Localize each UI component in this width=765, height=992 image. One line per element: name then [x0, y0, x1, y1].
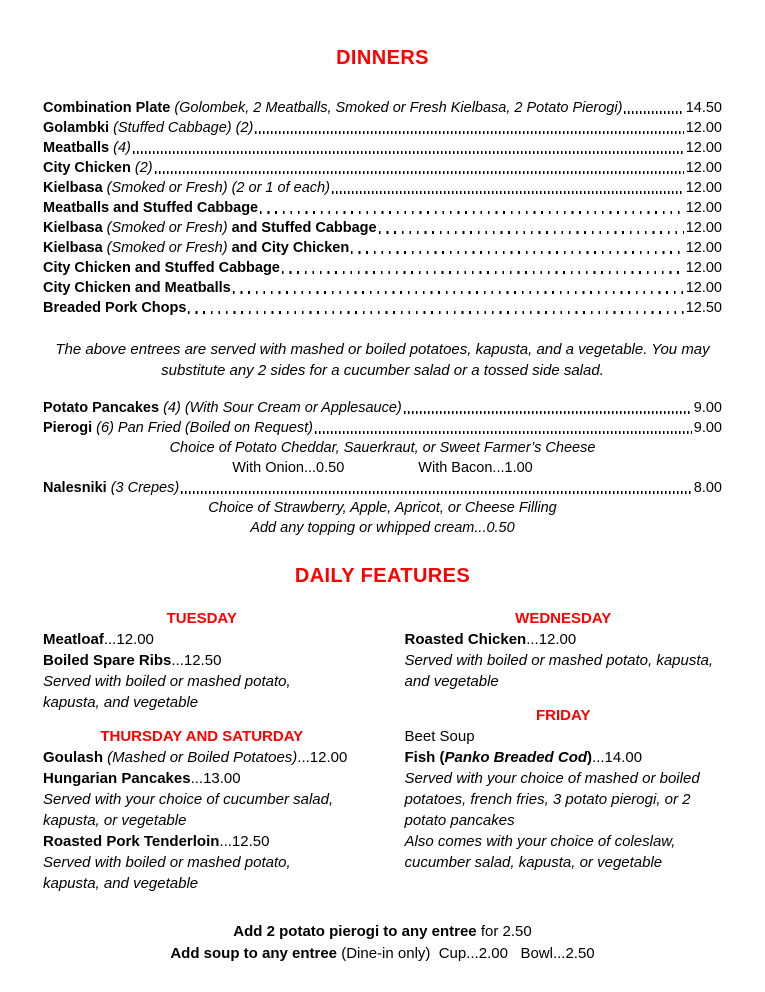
- menu-item-row: [43, 258, 722, 278]
- note-line: substitute any 2 sides for a cucumber salad or a tossed side salad.: [161, 362, 604, 379]
- item-name: [43, 298, 186, 318]
- day-title: FRIDAY: [536, 707, 591, 724]
- item-price: 9.00: [693, 400, 722, 416]
- feature-line: [405, 768, 723, 789]
- item-name: [43, 238, 349, 258]
- daily-features-title: DAILY FEATURES: [294, 565, 471, 587]
- pierogi-filling-choice: Choice of Potato Cheddar, Sauerkraut, or Sweet Farmer’s Cheese: [169, 440, 596, 456]
- text-segment: kapusta, and vegetable: [43, 694, 199, 711]
- text-segment: cucumber salad, kapusta, or vegetable: [404, 854, 663, 871]
- text-segment: kapusta, or vegetable: [43, 812, 187, 829]
- item-price: 12.00: [685, 280, 722, 296]
- feature-line: [43, 810, 361, 831]
- feature-line: [43, 789, 361, 810]
- text-segment: Combination Plate: [43, 100, 171, 116]
- text-segment: Also comes with your choice of coleslaw,: [404, 833, 676, 850]
- item-name: [43, 158, 153, 178]
- text-segment: ...12.50: [219, 833, 270, 850]
- feature-line: [43, 747, 361, 768]
- menu-item-row: [43, 298, 722, 318]
- day-block: [43, 727, 361, 894]
- feature-line: [405, 671, 723, 692]
- text-segment: Fish (: [404, 749, 445, 766]
- text-segment: Served with boiled or mashed potato,: [43, 673, 291, 690]
- text-segment: Breaded Pork Chops: [43, 300, 187, 316]
- dotted-leader: [315, 431, 692, 434]
- item-name: [43, 478, 179, 498]
- item-name: [43, 278, 231, 298]
- text-segment: (Smoked or Fresh) (2 or 1 of each): [102, 180, 330, 196]
- day-title: THURSDAY AND SATURDAY: [100, 728, 304, 745]
- item-price: 12.50: [685, 300, 722, 316]
- footer-notes: [43, 921, 722, 965]
- menu-item-row: [43, 138, 722, 158]
- text-segment: and Stuffed Cabbage: [227, 220, 377, 236]
- feature-line: [405, 831, 723, 852]
- text-segment: (Smoked or Fresh): [102, 240, 228, 256]
- item-price: 12.00: [685, 240, 722, 256]
- text-segment: Pierogi: [43, 420, 93, 436]
- dotted-leader: [260, 211, 684, 214]
- text-segment: Boiled Spare Ribs: [43, 652, 172, 669]
- text-segment: ...13.00: [190, 770, 241, 787]
- menu-item-row: [43, 198, 722, 218]
- text-segment: ): [587, 749, 593, 766]
- item-name: [43, 98, 622, 118]
- nalesniki-topping-note: Add any topping or whipped cream...0.50: [250, 520, 515, 536]
- text-segment: Potato Pancakes: [43, 400, 160, 416]
- day-title: TUESDAY: [166, 610, 237, 627]
- menu-item-row: [43, 278, 722, 298]
- text-segment: Served with your choice of mashed or boiled: [404, 770, 700, 787]
- feature-line: [405, 789, 723, 810]
- dinners-list: [43, 98, 722, 318]
- text-segment: (6) Pan Fried (Boiled on Request): [92, 420, 313, 436]
- text-segment: for 2.50: [476, 923, 532, 940]
- daily-features-columns: [43, 609, 722, 908]
- day-block: [405, 706, 723, 873]
- menu-item-row: [43, 238, 722, 258]
- text-segment: ...14.00: [592, 749, 643, 766]
- text-segment: Add soup to any entree: [170, 945, 338, 962]
- item-price: 12.00: [685, 220, 722, 236]
- menu-item-row: [43, 98, 722, 118]
- text-segment: potato pancakes: [404, 812, 515, 829]
- item-name: [43, 398, 402, 418]
- feature-line: [405, 810, 723, 831]
- entree-sides-note: [43, 339, 722, 381]
- dotted-leader: [332, 191, 684, 194]
- dotted-leader: [255, 131, 683, 134]
- text-segment: ...12.50: [171, 652, 222, 669]
- day-title: WEDNESDAY: [515, 610, 612, 627]
- dotted-leader: [282, 271, 684, 274]
- text-segment: Nalesniki: [43, 480, 107, 496]
- text-segment: (2): [130, 160, 153, 176]
- feature-line: [43, 852, 361, 873]
- text-segment: Served with your choice of cucumber salad,: [43, 791, 334, 808]
- text-segment: (3 Crepes): [106, 480, 180, 496]
- text-segment: potatoes, french fries, 3 potato pierogi, or 2: [404, 791, 691, 808]
- dotted-leader: [188, 311, 683, 314]
- text-segment: City Chicken and Stuffed Cabbage: [43, 260, 280, 276]
- item-name: [43, 178, 330, 198]
- feature-line: [405, 747, 723, 768]
- item-price: 12.00: [685, 120, 722, 136]
- pierogi-addons: [43, 458, 722, 478]
- feature-line: [43, 629, 361, 650]
- menu-item-row: [43, 118, 722, 138]
- text-segment: (Mashed or Boiled Potatoes): [103, 749, 298, 766]
- item-price: 12.00: [685, 160, 722, 176]
- text-segment: (Smoked or Fresh): [102, 220, 228, 236]
- item-price: 8.00: [693, 480, 722, 496]
- text-segment: Kielbasa: [43, 240, 103, 256]
- day-block: [43, 609, 361, 713]
- with-onion-price: With Onion...0.50: [232, 460, 345, 476]
- feature-line: [43, 692, 361, 713]
- dotted-leader: [181, 491, 692, 494]
- item-name: [43, 138, 131, 158]
- feature-line: [405, 852, 723, 873]
- item-price: 12.00: [685, 200, 722, 216]
- item-price: 12.00: [685, 180, 722, 196]
- item-price: 14.50: [685, 100, 722, 116]
- text-segment: (Golombek, 2 Meatballs, Smoked or Fresh Kielbasa, 2 Potato Pierogi): [170, 100, 623, 116]
- text-segment: Kielbasa: [43, 180, 103, 196]
- dotted-leader: [233, 291, 684, 294]
- text-segment: ...12.00: [297, 749, 348, 766]
- text-segment: Kielbasa: [43, 220, 103, 236]
- dinners-title: DINNERS: [336, 47, 429, 69]
- item-price: 12.00: [685, 260, 722, 276]
- nalesniki-filling-choice: Choice of Strawberry, Apple, Apricot, or Cheese Filling: [208, 500, 557, 516]
- feature-column: [43, 609, 361, 908]
- text-segment: (Dine-in only) Cup...2.00 Bowl...2.50: [337, 945, 595, 962]
- text-segment: Add 2 potato pierogi to any entree: [233, 923, 477, 940]
- item-name: [43, 218, 377, 238]
- item-name: [43, 118, 253, 138]
- feature-line: [43, 650, 361, 671]
- feature-line: [43, 671, 361, 692]
- menu-item-row: [43, 418, 722, 438]
- text-segment: Served with boiled or mashed potato,: [43, 854, 291, 871]
- dotted-leader: [379, 231, 684, 234]
- dotted-leader: [351, 251, 683, 254]
- text-segment: Meatballs: [43, 140, 110, 156]
- text-segment: Meatballs and Stuffed Cabbage: [43, 200, 259, 216]
- feature-line: [43, 873, 361, 894]
- dotted-leader: [155, 171, 684, 174]
- text-segment: Roasted Chicken: [404, 631, 527, 648]
- text-segment: City Chicken: [43, 160, 131, 176]
- footer-line-pierogi: [43, 921, 722, 943]
- text-segment: Meatloaf: [43, 631, 104, 648]
- note-line: The above entrees are served with mashed or boiled potatoes, kapusta, and a vegetable. You may: [55, 341, 710, 358]
- nalesniki-list: [43, 478, 722, 498]
- text-segment: Panko Breaded Cod: [444, 749, 588, 766]
- item-name: [43, 258, 280, 278]
- day-block: [405, 609, 723, 692]
- ala-carte-list: [43, 398, 722, 438]
- menu-item-row: [43, 218, 722, 238]
- feature-line: [405, 650, 723, 671]
- with-bacon-price: With Bacon...1.00: [418, 460, 533, 476]
- text-segment: (Stuffed Cabbage) (2): [109, 120, 254, 136]
- footer-line-soup: [43, 943, 722, 965]
- item-price: 12.00: [685, 140, 722, 156]
- text-segment: (4): [109, 140, 131, 156]
- text-segment: City Chicken and Meatballs: [43, 280, 231, 296]
- text-segment: Goulash: [43, 749, 104, 766]
- dotted-leader: [133, 151, 684, 154]
- feature-column: [405, 609, 723, 908]
- feature-line: [405, 629, 723, 650]
- menu-item-row: [43, 178, 722, 198]
- menu-item-row: [43, 158, 722, 178]
- text-segment: (4) (With Sour Cream or Applesauce): [159, 400, 402, 416]
- text-segment: Hungarian Pancakes: [43, 770, 191, 787]
- feature-line: [43, 768, 361, 789]
- text-segment: Roasted Pork Tenderloin: [43, 833, 220, 850]
- text-segment: Golambki: [43, 120, 110, 136]
- text-segment: ...12.00: [103, 631, 154, 648]
- item-name: [43, 198, 258, 218]
- text-segment: ...12.00: [526, 631, 577, 648]
- item-price: 9.00: [693, 420, 722, 436]
- text-segment: and City Chicken: [227, 240, 350, 256]
- menu-item-row: [43, 478, 722, 498]
- dotted-leader: [624, 111, 683, 114]
- menu-item-row: [43, 398, 722, 418]
- text-segment: Beet Soup: [404, 728, 475, 745]
- text-segment: and vegetable: [404, 673, 499, 690]
- text-segment: kapusta, and vegetable: [43, 875, 199, 892]
- text-segment: Served with boiled or mashed potato, kapusta,: [404, 652, 714, 669]
- dotted-leader: [404, 411, 692, 414]
- feature-line: [43, 831, 361, 852]
- item-name: [43, 418, 313, 438]
- feature-line: [405, 726, 723, 747]
